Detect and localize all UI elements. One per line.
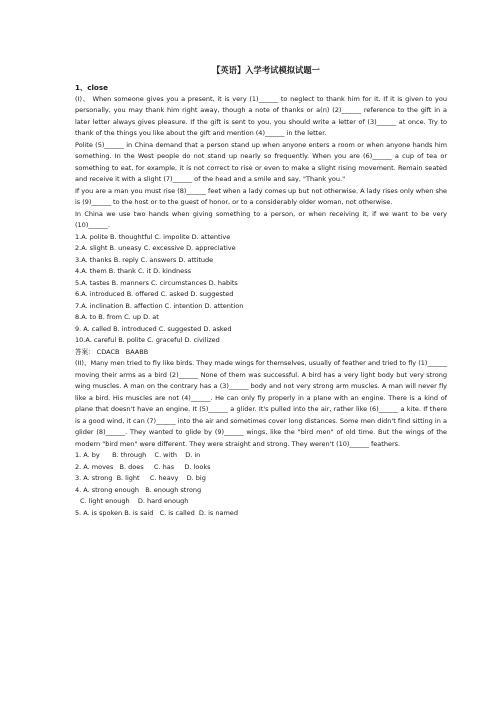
passage-paragraph: (I)、 When someone gives you a present, it is very (1)______ to neglect to thank him for it. If it is given to you personally, you may thank him right away, though a note of thanks or a(n) (2)______ reference to the gift in a later letter always gives pleasure. If the gift is sent to you, you should write a letter of (3)______ at once. Try to thank of the things you like about the gift and mention (4)______ in the letter.	[75, 94, 447, 137]
option-line: 4. A. strong enough B. enough strong	[75, 485, 202, 494]
option-line: C. light enough D. hard enough	[80, 497, 189, 505]
option-line: 10.A. careful B. polite C. graceful D. civilized	[75, 336, 220, 344]
option-line: 6.A. introduced B. offered C. asked D. suggested	[75, 290, 234, 298]
option-line: 9. A. called B. introduced C. suggested D. asked	[75, 324, 232, 333]
passage-paragraph: (II)、Many men tried to fly like birds. They made wings for themselves, usually of feather and tried to fly (1)______ moving their arms as a bird (2)______ None of them was successful. A bird has a very light body but very strong wing muscles. A man on the contrary has a (3)______ body and not very strong arm muscles. A man will never fly like a bird. His muscles are not (4)______. He can only fly properly in a plane with an engine. There is a kind of plane that doesn't have an engine. It (5)______ a glider. It's pulled into the air, rather like (6)______ a kite. If there is a good wind, it can (7)______ into the air and sometimes cover long distances. Some men didn't find sitting in a glider (8)______. They wanted to glide by (9)______ wings, like the "bird men" of old time. But the wings of the modern "bird men" were different. They were straight and strong. They weren't (10)______ feathers.	[75, 359, 447, 448]
option-line: 5.A. tastes B. manners C. circumstances D. habits	[75, 278, 238, 287]
option-line: 3. A. strong B. light C. heavy D. big	[75, 474, 206, 482]
passage-paragraph: In China we use two hands when giving something to a person, or when receiving it, if we want to be very (10)______.	[75, 209, 447, 229]
section-heading: 1、close	[75, 83, 109, 92]
answer-key: 答案： CDACB BAABB	[75, 347, 149, 356]
option-line: 8.A. to B. from C. up D. at	[75, 313, 159, 321]
option-line: 2. A. moves B. does C. has D. looks	[75, 462, 211, 471]
passage-paragraph: Polite (5)______ in China demand that a person stand up when anyone enters a room or when anyone hands him something. In the West people do not stand up nearly so frequently. When you are (6)______ a cup of tea or something to eat, for example, it is not correct to rise or even to make a slight rising movement. Remain seated and receive it with a slight (7)______ of the head and a smile and say, "Thank you."	[75, 140, 447, 183]
option-line: 2.A. slight B. uneasy C. excessive D. appreciative	[75, 244, 236, 252]
option-line: 4.A. them B. thank C. it D. kindness	[75, 267, 191, 275]
passage-paragraph: If you are a man you must rise (8)______ feet when a lady comes up but not otherwise. A lady rises only when she is (9)______ to the host or to the guest of honor, or to a considerably older woman, not otherwise.	[75, 186, 447, 206]
page-title: 【英语】入学考试模拟试题一	[212, 65, 320, 75]
option-line: 1.A. polite B. thoughtful C. impolite D. attentive	[75, 232, 231, 241]
option-line: 3.A. thanks B. reply C. answers D. attitude	[75, 255, 214, 264]
option-line: 1. A. by B. through C. with D. in	[75, 451, 201, 459]
option-line: 7.A. inclination B. affection C. intention D. attention	[75, 301, 244, 310]
option-line: 5. A. is spoken B. is said C. is called D. is named	[75, 508, 238, 517]
